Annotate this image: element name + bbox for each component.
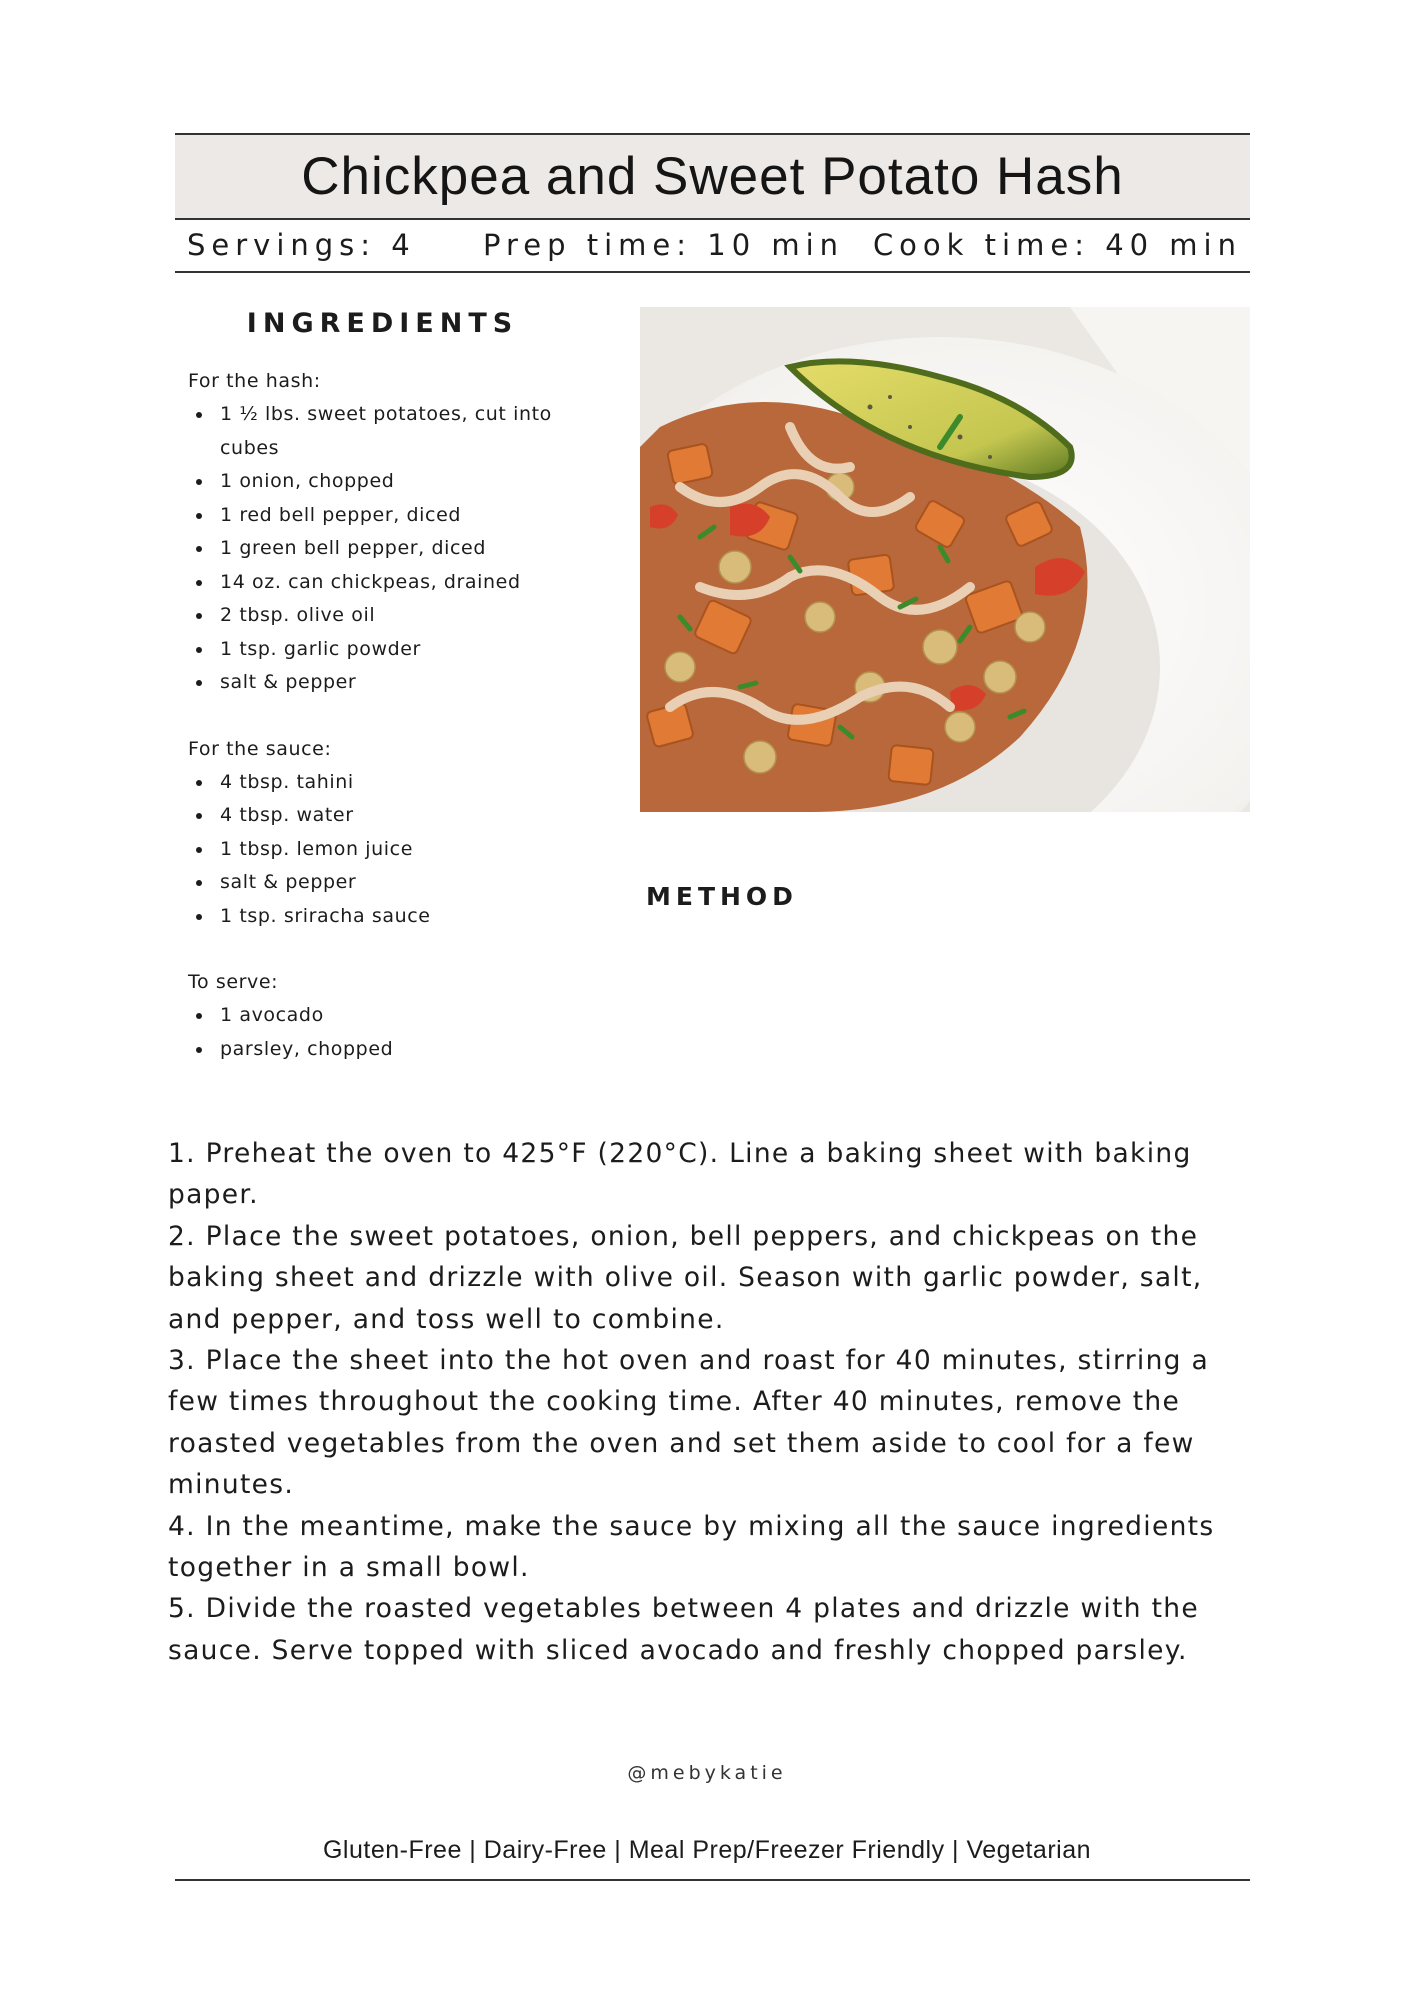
ingredient-item: salt & pepper [188, 866, 588, 900]
hash-bowl-photo-illustration [640, 307, 1250, 812]
ingredients-list [188, 365, 588, 1066]
method-steps [168, 1133, 1258, 1671]
ingredient-item: 1 green bell pepper, diced [188, 532, 588, 566]
recipe-title: Chickpea and Sweet Potato Hash [175, 133, 1250, 220]
prep-time-label: Prep time: 10 min [483, 228, 845, 262]
author-handle: @mebykatie [627, 1762, 787, 1784]
ingredient-item: 1 red bell pepper, diced [188, 499, 588, 533]
ingredient-group-label: To serve: [188, 971, 279, 993]
ingredient-item: 2 tbsp. olive oil [188, 599, 588, 633]
ingredient-item: 1 ½ lbs. sweet potatoes, cut into cubes [188, 398, 588, 465]
ingredient-item: parsley, chopped [188, 1033, 588, 1067]
method-heading: METHOD [646, 882, 798, 911]
ingredient-item: 1 tsp. garlic powder [188, 633, 588, 667]
ingredient-item: 1 tbsp. lemon juice [188, 833, 588, 867]
method-step: 2. Place the sweet potatoes, onion, bell peppers, and chickpeas on the baking sheet and drizzle with olive oil. Season with garlic powder, salt, and pepper, and toss well to combine. [168, 1220, 1203, 1335]
method-step: 3. Place the sheet into the hot oven and roast for 40 minutes, stirring a few times throughout the cooking time. After 40 minutes, remove the roasted vegetables from the oven and set them aside to cool for a few minutes. [168, 1345, 1210, 1501]
ingredient-item: 1 tsp. sriracha sauce [188, 900, 588, 934]
ingredient-item: 14 oz. can chickpeas, drained [188, 566, 588, 600]
ingredient-group-sauce [188, 733, 588, 934]
diet-tags: Gluten-Free | Dairy-Free | Meal Prep/Freezer Friendly | Vegetarian [322, 1836, 1092, 1864]
cook-time-label: Cook time: 40 min [872, 228, 1242, 262]
servings-label: Servings: 4 [187, 228, 416, 262]
ingredient-group-serve [188, 966, 588, 1066]
recipe-photo [640, 307, 1250, 812]
ingredient-group-label: For the hash: [188, 370, 321, 392]
method-step: 1. Preheat the oven to 425°F (220°C). Line a baking sheet with baking paper. [168, 1138, 1192, 1211]
ingredient-item: 4 tbsp. water [188, 799, 588, 833]
method-step: 5. Divide the roasted vegetables between 4 plates and drizzle with the sauce. Serve topped with sliced avocado and freshly chopped parsley. [168, 1593, 1199, 1666]
ingredient-item: 1 avocado [188, 999, 588, 1033]
recipe-meta-row [175, 218, 1250, 273]
ingredient-group-hash [188, 365, 588, 700]
ingredients-heading: INGREDIENTS [246, 308, 519, 339]
ingredient-item: 1 onion, chopped [188, 465, 588, 499]
ingredient-item: 4 tbsp. tahini [188, 766, 588, 800]
ingredient-item: salt & pepper [188, 666, 588, 700]
ingredient-group-label: For the sauce: [188, 737, 332, 760]
footer-divider [175, 1879, 1250, 1881]
method-step: 4. In the meantime, make the sauce by mixing all the sauce ingredients together in a small bowl. [168, 1510, 1215, 1584]
